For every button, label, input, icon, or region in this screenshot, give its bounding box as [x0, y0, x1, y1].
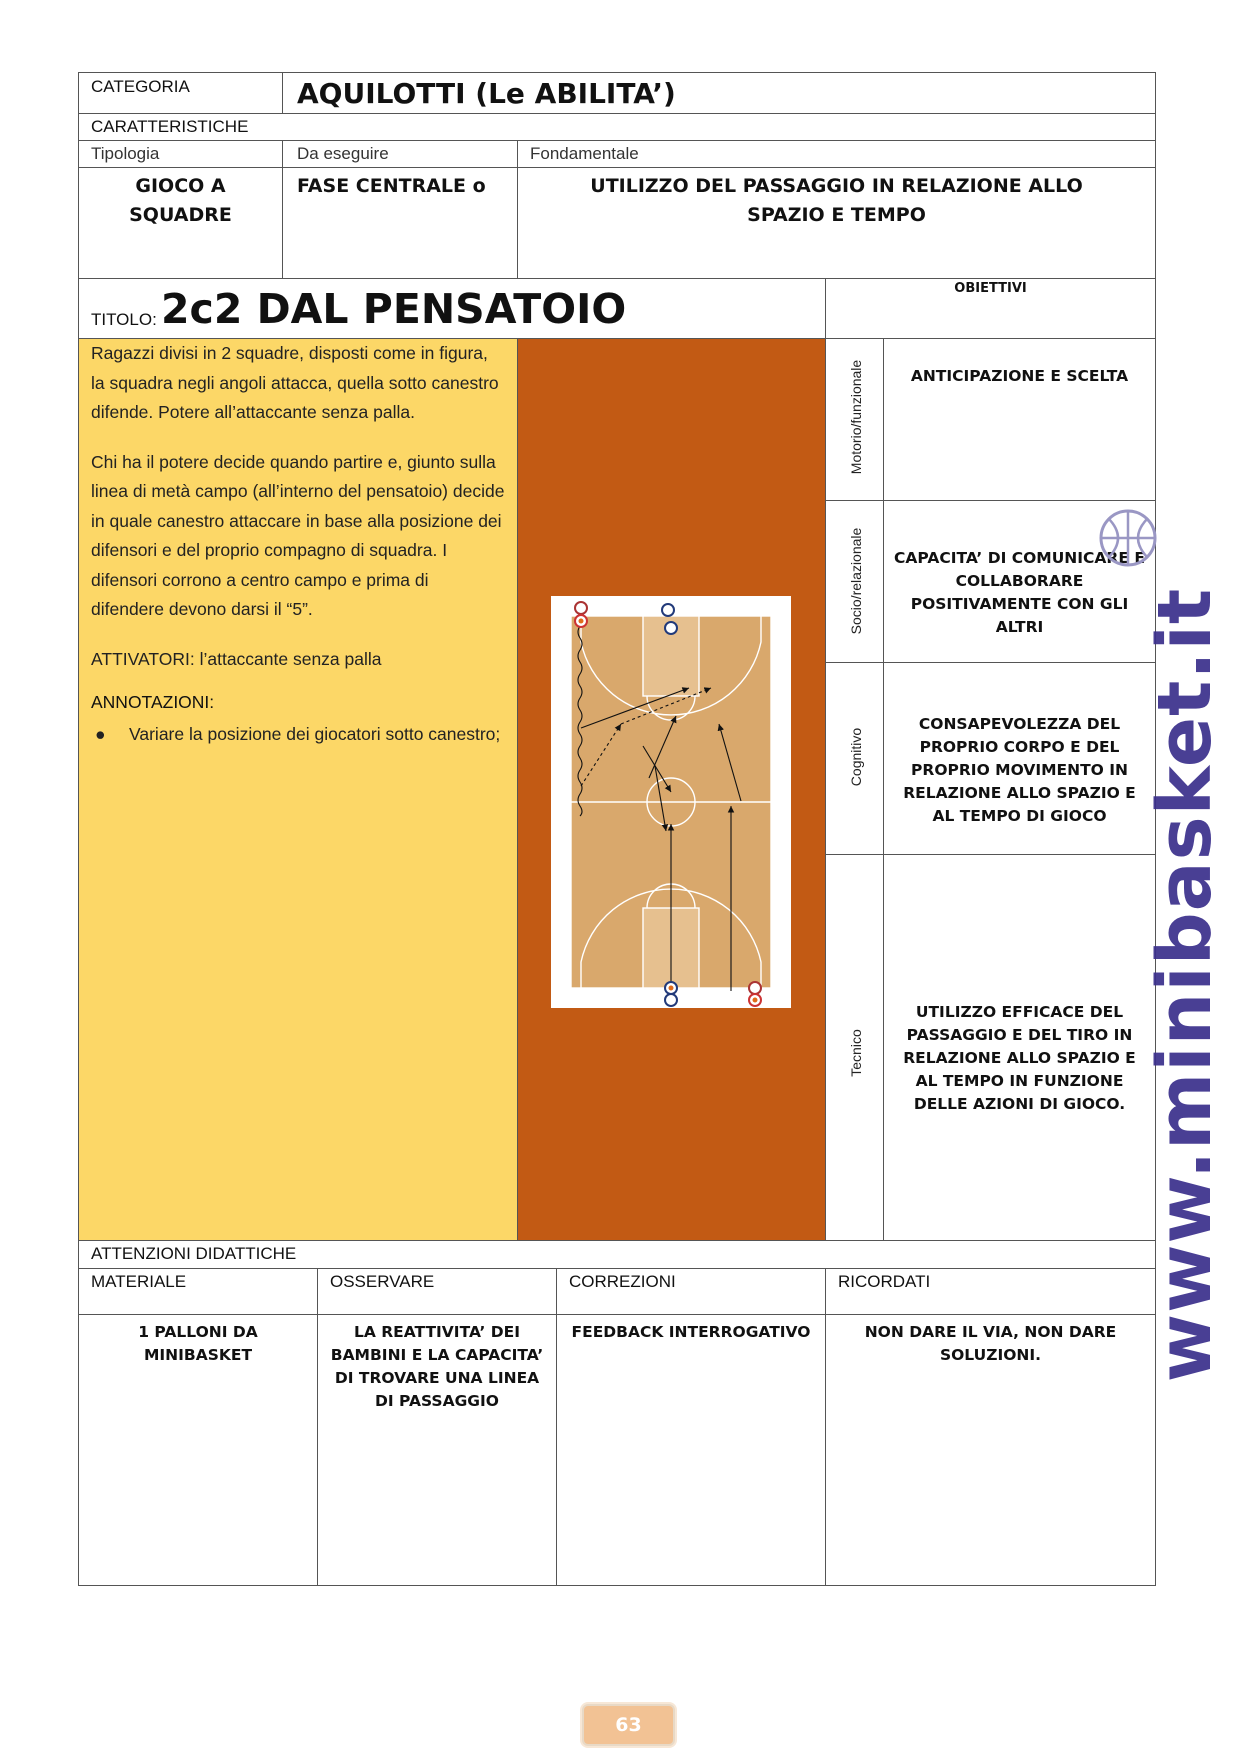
osservare-label-cell: [317, 1268, 557, 1315]
objective-category-2: Socio/relazionale: [848, 527, 864, 635]
annotazioni-colon: :: [209, 692, 215, 712]
annotazioni-label: ANNOTAZIONI: [91, 692, 210, 712]
objective-category-cell-4: [825, 854, 884, 1241]
fondamentale-value: UTILIZZO DEL PASSAGGIO IN RELAZIONE ALLO SPAZIO E TEMPO: [590, 175, 1083, 226]
materiale-value: 1 PALLONI DA MINIBASKET: [138, 1323, 258, 1364]
description-text: [91, 339, 506, 749]
categoria-label: CATEGORIA: [91, 77, 190, 96]
diagram-panel: [517, 338, 826, 1241]
ricordati-label-cell: [825, 1268, 1156, 1315]
ricordati-label: RICORDATI: [838, 1272, 931, 1291]
caratteristiche-row: [78, 113, 1156, 141]
correzioni-label: CORREZIONI: [569, 1272, 676, 1291]
basketball-icon: [1098, 508, 1158, 568]
court-diagram: [551, 596, 791, 1008]
osservare-value: LA REATTIVITA’ DEI BAMBINI E LA CAPACITA’ DI TROVARE UNA LINEA DI PASSAGGIO: [330, 1323, 544, 1410]
attivatori-line: [91, 645, 506, 675]
correzioni-value: FEEDBACK INTERROGATIVO: [571, 1323, 811, 1341]
annotazioni-heading: [91, 688, 506, 718]
title-cell: [78, 278, 826, 339]
objective-category-4: Tecnico: [848, 1029, 864, 1077]
bullet-icon: ●: [95, 723, 106, 744]
page-number: 63: [615, 1714, 642, 1736]
description-panel: [78, 338, 518, 1241]
objective-category-cell-2: [825, 500, 884, 663]
fondamentale-label-cell: [517, 140, 1156, 168]
attenzioni-row: [78, 1240, 1156, 1269]
caratteristiche-label: CARATTERISTICHE: [91, 117, 249, 136]
da-eseguire-value: FASE CENTRALE o: [297, 175, 486, 197]
objective-text-2: CAPACITA’ DI COMUNICARE E COLLABORARE POSITIVAMENTE CON GLI ALTRI: [894, 549, 1145, 636]
materiale-value-cell: [78, 1314, 318, 1586]
da-eseguire-label: Da eseguire: [297, 144, 389, 163]
fondamentale-value-cell: [517, 167, 1156, 279]
objective-category-1: Motorio/funzionale: [848, 359, 864, 475]
da-eseguire-value-cell: [282, 167, 518, 279]
description-paragraph-2: Chi ha il potere decide quando partire e, giunto sulla linea di metà campo (all’interno del pensatoio) decide in quale canestro attaccare in base alla posizione dei difensori e del proprio compagno di squadra. I difensori corrono a centro campo e prima di difendere devono darsi il “5”.: [91, 451, 505, 619]
da-eseguire-label-cell: [282, 140, 518, 168]
tipologia-value-cell: [78, 167, 283, 279]
objective-text-cell-1: [883, 338, 1156, 501]
objective-text-cell-3: [883, 662, 1156, 855]
osservare-label: OSSERVARE: [330, 1272, 435, 1291]
materiale-label-cell: [78, 1268, 318, 1315]
tipologia-value: GIOCO A SQUADRE: [129, 175, 232, 226]
ricordati-value: NON DARE IL VIA, NON DARE SOLUZIONI.: [864, 1323, 1117, 1364]
fondamentale-label: Fondamentale: [530, 144, 639, 163]
objective-text-3: CONSAPEVOLEZZA DEL PROPRIO CORPO E DEL PROPRIO MOVIMENTO IN RELAZIONE ALLO SPAZIO E AL TEMPO DI GIOCO: [903, 715, 1136, 825]
osservare-value-cell: [317, 1314, 557, 1586]
correzioni-label-cell: [556, 1268, 826, 1315]
description-paragraph-1: Ragazzi divisi in 2 squadre, disposti come in figura, la squadra negli angoli attacca, quella sotto canestro difende. Potere all’attaccante senza palla.: [91, 343, 499, 422]
categoria-value-cell: [282, 72, 1156, 114]
obiettivi-label: OBIETTIVI: [954, 281, 1027, 296]
attivatori-label: ATTIVATORI: [91, 648, 190, 669]
title-label: TITOLO:: [91, 310, 157, 329]
objective-category-cell-1: [825, 338, 884, 501]
obiettivi-header-cell: [825, 278, 1156, 339]
correzioni-value-cell: [556, 1314, 826, 1586]
objective-text-4: UTILIZZO EFFICACE DEL PASSAGGIO E DEL TIRO IN RELAZIONE ALLO SPAZIO E AL TEMPO IN FUNZIONE DELLE AZIONI DI GIOCO.: [903, 1003, 1136, 1113]
annotazioni-list: [91, 720, 506, 750]
watermark-text: www.minibasket.it: [1142, 587, 1228, 1383]
tipologia-label: Tipologia: [91, 144, 160, 163]
categoria-value: AQUILOTTI (Le ABILITA’): [297, 77, 676, 110]
categoria-label-cell: [78, 72, 283, 114]
attivatori-value: : l’attaccante senza palla: [189, 648, 382, 669]
objective-text-1: ANTICIPAZIONE E SCELTA: [910, 367, 1129, 385]
objective-category-3: Cognitivo: [848, 727, 864, 787]
objective-category-cell-3: [825, 662, 884, 855]
annotazioni-item: Variare la posizione dei giocatori sotto canestro;: [129, 723, 501, 744]
exercise-title: 2c2 DAL PENSATOIO: [161, 285, 627, 333]
page-number-badge: [582, 1704, 675, 1746]
tipologia-label-cell: [78, 140, 283, 168]
materiale-label: MATERIALE: [91, 1272, 187, 1291]
attenzioni-label: ATTENZIONI DIDATTICHE: [91, 1244, 297, 1263]
objective-text-cell-4: [883, 854, 1156, 1241]
ricordati-value-cell: [825, 1314, 1156, 1586]
